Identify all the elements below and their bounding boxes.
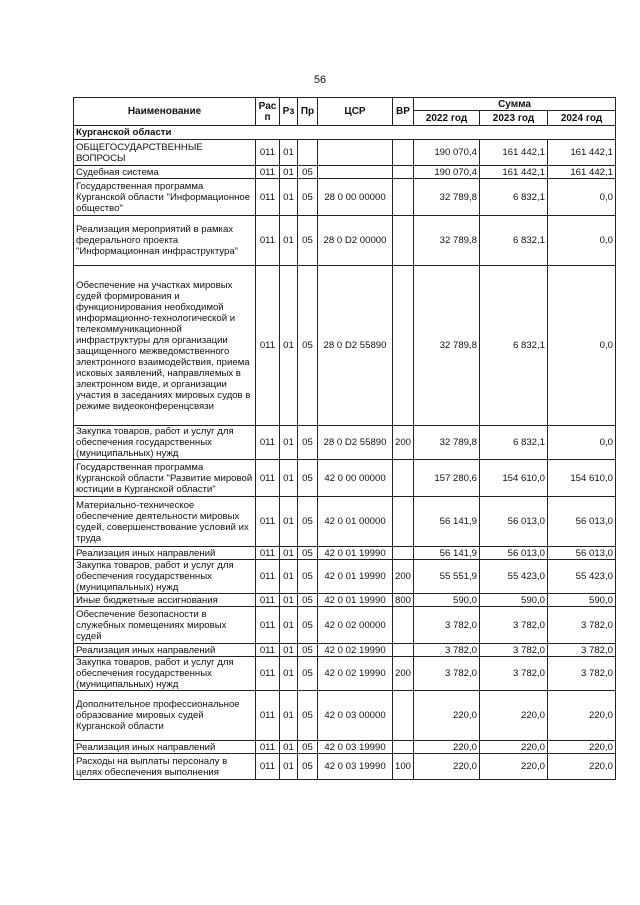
row-sum-2023: 6 832,1 <box>480 179 548 216</box>
row-rasp: 011 <box>256 497 280 547</box>
row-sum-2024: 3 782,0 <box>548 607 616 644</box>
row-sum-2023: 56 013,0 <box>480 547 548 560</box>
row-rasp: 011 <box>256 560 280 594</box>
row-sum-2023: 220,0 <box>480 741 548 754</box>
page-number: 56 <box>313 74 327 86</box>
row-sum-2023: 3 782,0 <box>480 644 548 657</box>
row-rz: 01 <box>280 166 298 179</box>
row-sum-2024: 3 782,0 <box>548 657 616 691</box>
row-pr: 05 <box>298 607 318 644</box>
header-name: Наименование <box>74 98 256 126</box>
row-rz: 01 <box>280 607 298 644</box>
row-pr: 05 <box>298 657 318 691</box>
row-pr <box>298 140 318 166</box>
row-vr <box>393 140 414 166</box>
row-name: Расходы на выплаты персоналу в целях обеспечения выполнения <box>74 754 256 780</box>
row-csr: 42 0 03 00000 <box>318 691 393 741</box>
row-csr: 42 0 01 19990 <box>318 547 393 560</box>
row-csr: 42 0 03 19990 <box>318 754 393 780</box>
row-sum-2022: 190 070,4 <box>414 166 480 179</box>
row-rasp: 011 <box>256 460 280 497</box>
row-rasp: 011 <box>256 691 280 741</box>
row-vr <box>393 266 414 426</box>
row-vr <box>393 644 414 657</box>
row-name: Государственная программа Курганской области "Информационное общество" <box>74 179 256 216</box>
table-row <box>74 460 616 497</box>
row-sum-2024: 55 423,0 <box>548 560 616 594</box>
row-csr: 42 0 02 00000 <box>318 607 393 644</box>
row-sum-2023: 55 423,0 <box>480 560 548 594</box>
row-name: Реализация иных направлений <box>74 547 256 560</box>
row-rasp: 011 <box>256 644 280 657</box>
row-rz: 01 <box>280 560 298 594</box>
row-csr: 28 0 D2 00000 <box>318 216 393 266</box>
row-csr: 42 0 03 19990 <box>318 741 393 754</box>
header-2023: 2023 год <box>480 111 548 126</box>
row-sum-2024: 3 782,0 <box>548 644 616 657</box>
row-pr: 05 <box>298 216 318 266</box>
row-vr <box>393 166 414 179</box>
row-sum-2023: 3 782,0 <box>480 607 548 644</box>
table-row <box>74 607 616 644</box>
row-sum-2024: 161 442,1 <box>548 140 616 166</box>
row-sum-2022: 3 782,0 <box>414 607 480 644</box>
row-sum-2024: 220,0 <box>548 741 616 754</box>
row-pr: 05 <box>298 266 318 426</box>
header-csr: ЦСР <box>318 98 393 126</box>
table-row <box>74 644 616 657</box>
row-rasp: 011 <box>256 266 280 426</box>
table-row <box>74 594 616 607</box>
row-pr: 05 <box>298 179 318 216</box>
section-row <box>74 126 616 140</box>
row-csr: 28 0 D2 55890 <box>318 426 393 460</box>
table-row <box>74 560 616 594</box>
row-rz: 01 <box>280 547 298 560</box>
row-csr: 42 0 01 19990 <box>318 594 393 607</box>
row-sum-2023: 56 013,0 <box>480 497 548 547</box>
row-rz: 01 <box>280 179 298 216</box>
row-vr: 100 <box>393 754 414 780</box>
row-vr <box>393 216 414 266</box>
row-name: Закупка товаров, работ и услуг для обеспечения государственных (муниципальных) нужд <box>74 657 256 691</box>
row-pr: 05 <box>298 644 318 657</box>
row-rasp: 011 <box>256 166 280 179</box>
row-name: Закупка товаров, работ и услуг для обеспечения государственных (муниципальных) нужд <box>74 426 256 460</box>
row-rasp: 011 <box>256 216 280 266</box>
row-vr <box>393 691 414 741</box>
row-sum-2023: 161 442,1 <box>480 140 548 166</box>
table-row <box>74 547 616 560</box>
row-rz: 01 <box>280 497 298 547</box>
row-name: Государственная программа Курганской области "Развитие мировой юстиции в Курганской области" <box>74 460 256 497</box>
table-row <box>74 140 616 166</box>
row-vr <box>393 741 414 754</box>
row-name: Материально-техническое обеспечение деятельности мировых судей, совершенствование условий их труда <box>74 497 256 547</box>
row-name: Закупка товаров, работ и услуг для обеспечения государственных (муниципальных) нужд <box>74 560 256 594</box>
row-csr <box>318 140 393 166</box>
row-sum-2022: 157 280,6 <box>414 460 480 497</box>
row-name: Обеспечение безопасности в служебных помещениях мировых судей <box>74 607 256 644</box>
row-sum-2023: 161 442,1 <box>480 166 548 179</box>
row-rasp: 011 <box>256 594 280 607</box>
row-name: Судебная система <box>74 166 256 179</box>
row-sum-2022: 55 551,9 <box>414 560 480 594</box>
table-row <box>74 179 616 216</box>
row-sum-2024: 0,0 <box>548 266 616 426</box>
header-rz: Рз <box>280 98 298 126</box>
row-pr: 05 <box>298 460 318 497</box>
row-sum-2023: 590,0 <box>480 594 548 607</box>
row-sum-2024: 220,0 <box>548 691 616 741</box>
row-sum-2023: 6 832,1 <box>480 266 548 426</box>
row-rasp: 011 <box>256 741 280 754</box>
row-sum-2024: 590,0 <box>548 594 616 607</box>
row-pr: 05 <box>298 560 318 594</box>
row-vr <box>393 179 414 216</box>
row-csr: 42 0 00 00000 <box>318 460 393 497</box>
header-rasp: Рас п <box>256 98 280 126</box>
row-sum-2023: 3 782,0 <box>480 657 548 691</box>
row-vr: 200 <box>393 560 414 594</box>
row-sum-2022: 32 789,8 <box>414 426 480 460</box>
header-sum: Сумма <box>414 98 616 111</box>
row-rasp: 011 <box>256 657 280 691</box>
row-pr: 05 <box>298 741 318 754</box>
row-sum-2024: 56 013,0 <box>548 497 616 547</box>
table-row <box>74 754 616 780</box>
row-csr: 42 0 02 19990 <box>318 644 393 657</box>
row-vr <box>393 497 414 547</box>
row-rz: 01 <box>280 140 298 166</box>
row-sum-2024: 161 442,1 <box>548 166 616 179</box>
row-name: Реализация иных направлений <box>74 741 256 754</box>
row-name: Иные бюджетные ассигнования <box>74 594 256 607</box>
row-rz: 01 <box>280 754 298 780</box>
row-sum-2022: 3 782,0 <box>414 644 480 657</box>
row-rasp: 011 <box>256 426 280 460</box>
table-row <box>74 166 616 179</box>
table-row <box>74 216 616 266</box>
row-name: Дополнительное профессиональное образование мировых судей Курганской области <box>74 691 256 741</box>
row-rasp: 011 <box>256 179 280 216</box>
row-csr: 28 0 D2 55890 <box>318 266 393 426</box>
budget-table <box>73 97 616 780</box>
table-row <box>74 497 616 547</box>
row-sum-2024: 154 610,0 <box>548 460 616 497</box>
row-name: Реализация иных направлений <box>74 644 256 657</box>
row-pr: 05 <box>298 547 318 560</box>
row-sum-2024: 0,0 <box>548 426 616 460</box>
row-vr <box>393 547 414 560</box>
row-sum-2022: 32 789,8 <box>414 216 480 266</box>
row-sum-2024: 0,0 <box>548 179 616 216</box>
row-rz: 01 <box>280 216 298 266</box>
row-sum-2022: 3 782,0 <box>414 657 480 691</box>
header-2024: 2024 год <box>548 111 616 126</box>
row-name: Реализация мероприятий в рамках федерального проекта "Информационная инфраструктура" <box>74 216 256 266</box>
row-pr: 05 <box>298 426 318 460</box>
header-2022: 2022 год <box>414 111 480 126</box>
row-rz: 01 <box>280 594 298 607</box>
row-sum-2022: 32 789,8 <box>414 179 480 216</box>
table-row <box>74 657 616 691</box>
row-pr: 05 <box>298 754 318 780</box>
row-csr: 42 0 02 19990 <box>318 657 393 691</box>
row-sum-2022: 56 141,9 <box>414 497 480 547</box>
table-row <box>74 426 616 460</box>
row-csr <box>318 166 393 179</box>
row-pr: 05 <box>298 594 318 607</box>
row-name: Обеспечение на участках мировых судей формирования и функционирования необходимой информационно-технологической и телекоммуникационной инфраструктуры для организации защищенного межведомственного электронного взаимодействия, приема исковых заявлений, направляемых в электронном виде, и организации участия в заседаниях мировых судов в режиме видеоконференцсвязи <box>74 266 256 426</box>
header-vr: ВР <box>393 98 414 126</box>
row-sum-2023: 6 832,1 <box>480 216 548 266</box>
row-sum-2024: 220,0 <box>548 754 616 780</box>
row-rasp: 011 <box>256 754 280 780</box>
row-csr: 28 0 00 00000 <box>318 179 393 216</box>
row-pr: 05 <box>298 166 318 179</box>
row-sum-2022: 220,0 <box>414 754 480 780</box>
section-title: Курганской области <box>74 126 616 140</box>
row-vr: 800 <box>393 594 414 607</box>
row-sum-2022: 220,0 <box>414 691 480 741</box>
row-rz: 01 <box>280 266 298 426</box>
row-rz: 01 <box>280 657 298 691</box>
row-pr: 05 <box>298 497 318 547</box>
row-sum-2024: 56 013,0 <box>548 547 616 560</box>
row-csr: 42 0 01 00000 <box>318 497 393 547</box>
table-row <box>74 741 616 754</box>
row-sum-2023: 220,0 <box>480 691 548 741</box>
row-vr <box>393 607 414 644</box>
row-rz: 01 <box>280 460 298 497</box>
row-pr: 05 <box>298 691 318 741</box>
row-sum-2024: 0,0 <box>548 216 616 266</box>
row-rz: 01 <box>280 741 298 754</box>
row-rz: 01 <box>280 691 298 741</box>
row-rasp: 011 <box>256 547 280 560</box>
row-name: ОБЩЕГОСУДАРСТВЕННЫЕ ВОПРОСЫ <box>74 140 256 166</box>
row-sum-2023: 6 832,1 <box>480 426 548 460</box>
row-sum-2022: 32 789,8 <box>414 266 480 426</box>
row-vr: 200 <box>393 426 414 460</box>
row-sum-2023: 154 610,0 <box>480 460 548 497</box>
row-vr <box>393 460 414 497</box>
row-rz: 01 <box>280 644 298 657</box>
row-sum-2023: 220,0 <box>480 754 548 780</box>
row-sum-2022: 190 070,4 <box>414 140 480 166</box>
row-vr: 200 <box>393 657 414 691</box>
row-csr: 42 0 01 19990 <box>318 560 393 594</box>
table-row <box>74 691 616 741</box>
row-sum-2022: 56 141,9 <box>414 547 480 560</box>
row-sum-2022: 220,0 <box>414 741 480 754</box>
row-rz: 01 <box>280 426 298 460</box>
header-pr: Пр <box>298 98 318 126</box>
row-rasp: 011 <box>256 140 280 166</box>
row-sum-2022: 590,0 <box>414 594 480 607</box>
row-rasp: 011 <box>256 607 280 644</box>
table-row <box>74 266 616 426</box>
